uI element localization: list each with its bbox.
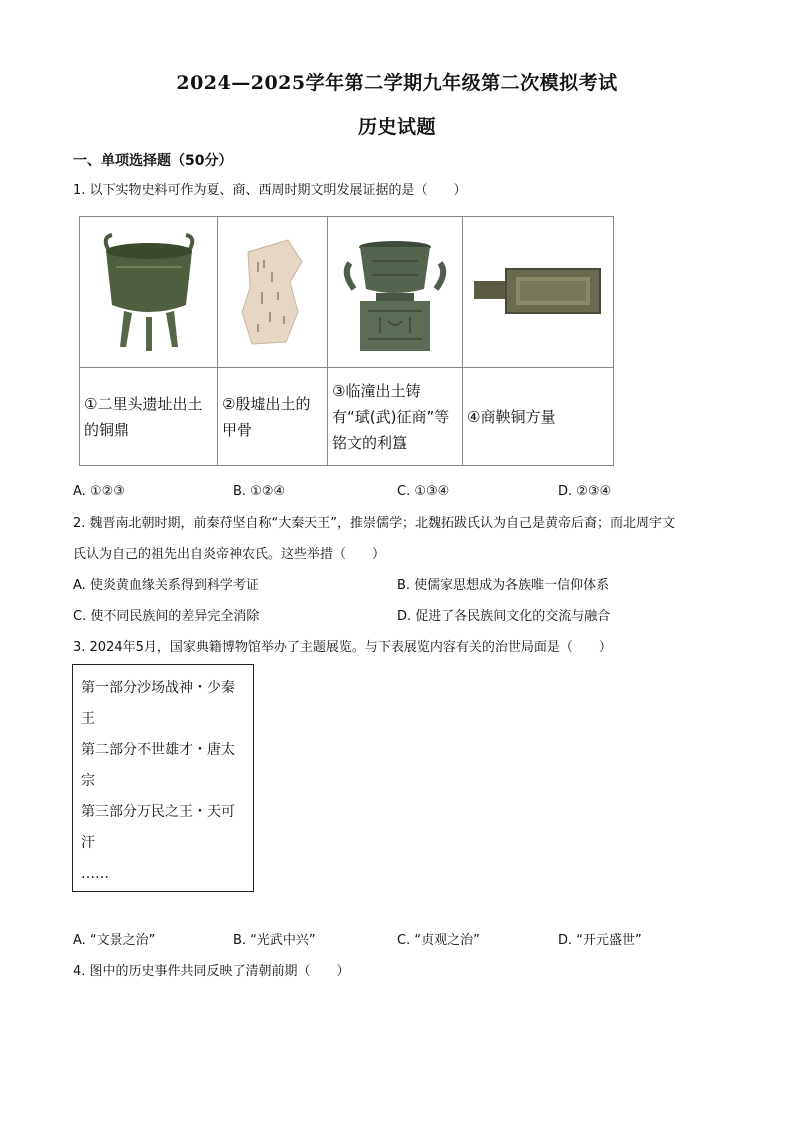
- q3-option-c[interactable]: C. “贞观之治”: [397, 933, 480, 948]
- question-3-stem: 3. 2024年5月，国家典籍博物馆举办了主题展览。与下表展览内容有关的治世局面是（ ）: [73, 640, 612, 655]
- artifact-caption-1: ①二里头遗址出土的铜鼎: [80, 368, 218, 466]
- exhibit-line: 王: [81, 711, 95, 727]
- li-gui-vessel-icon: [340, 227, 450, 357]
- q2-option-a[interactable]: A. 使炎黄血缘关系得到科学考证: [73, 578, 259, 593]
- section-heading: 一、单项选择题（50分）: [73, 153, 233, 169]
- artifact-caption-3: ③临潼出土铸有“珷(武)征商”等铭文的利簋: [328, 368, 463, 466]
- artifact-caption-2: ②殷墟出土的甲骨: [218, 368, 328, 466]
- q3-option-a[interactable]: A. “文景之治”: [73, 933, 156, 948]
- oracle-bone-icon: [228, 232, 318, 352]
- exam-title: 2024—2025学年第二学期九年级第二次模拟考试: [176, 72, 618, 94]
- exhibit-line: ……: [81, 866, 109, 882]
- q2-option-d[interactable]: D. 促进了各民族间文化的交流与融合: [397, 609, 611, 624]
- q3-option-d[interactable]: D. “开元盛世”: [558, 933, 642, 948]
- q2-option-c[interactable]: C. 使不同民族间的差异完全消除: [73, 609, 260, 624]
- exhibit-line: 第三部分万民之王・天可: [81, 804, 235, 820]
- artifact-image-cell-4: [463, 217, 614, 368]
- artifact-table: [79, 216, 614, 466]
- exhibition-content-box: [72, 664, 254, 892]
- exhibit-line: 第二部分不世雄才・唐太: [81, 742, 235, 758]
- artifact-image-cell-1: [80, 217, 218, 368]
- q1-option-d[interactable]: D. ②③④: [558, 484, 612, 499]
- question-2-stem-line2: 氏认为自己的祖先出自炎帝神农氏。这些举措（ ）: [73, 547, 386, 562]
- q1-option-a[interactable]: A. ①②③: [73, 484, 125, 499]
- bronze-ding-icon: [94, 227, 204, 357]
- subject-title: 历史试题: [357, 116, 436, 138]
- bronze-measure-icon: [468, 257, 608, 327]
- exhibit-line: 第一部分沙场战神・少秦: [81, 680, 235, 696]
- artifact-image-cell-3: [328, 217, 463, 368]
- question-4-stem: 4. 图中的历史事件共同反映了清朝前期（ ）: [73, 964, 350, 979]
- artifact-caption-4: ④商鞅铜方量: [463, 368, 614, 466]
- q3-option-b[interactable]: B. “光武中兴”: [233, 933, 316, 948]
- q2-option-b[interactable]: B. 使儒家思想成为各族唯一信仰体系: [397, 578, 610, 593]
- q1-option-b[interactable]: B. ①②④: [233, 484, 286, 499]
- exhibit-line: 汗: [81, 835, 95, 851]
- q1-option-c[interactable]: C. ①③④: [397, 484, 450, 499]
- artifact-image-cell-2: [218, 217, 328, 368]
- exhibit-line: 宗: [81, 773, 95, 789]
- question-2-stem-line1: 2. 魏晋南北朝时期，前秦苻坚自称“大秦天王”，推崇儒学；北魏拓跋氏认为自己是黄帝后裔；而北周宇文: [73, 516, 676, 531]
- question-1-stem: 1. 以下实物史料可作为夏、商、西周时期文明发展证据的是（ ）: [73, 183, 467, 198]
